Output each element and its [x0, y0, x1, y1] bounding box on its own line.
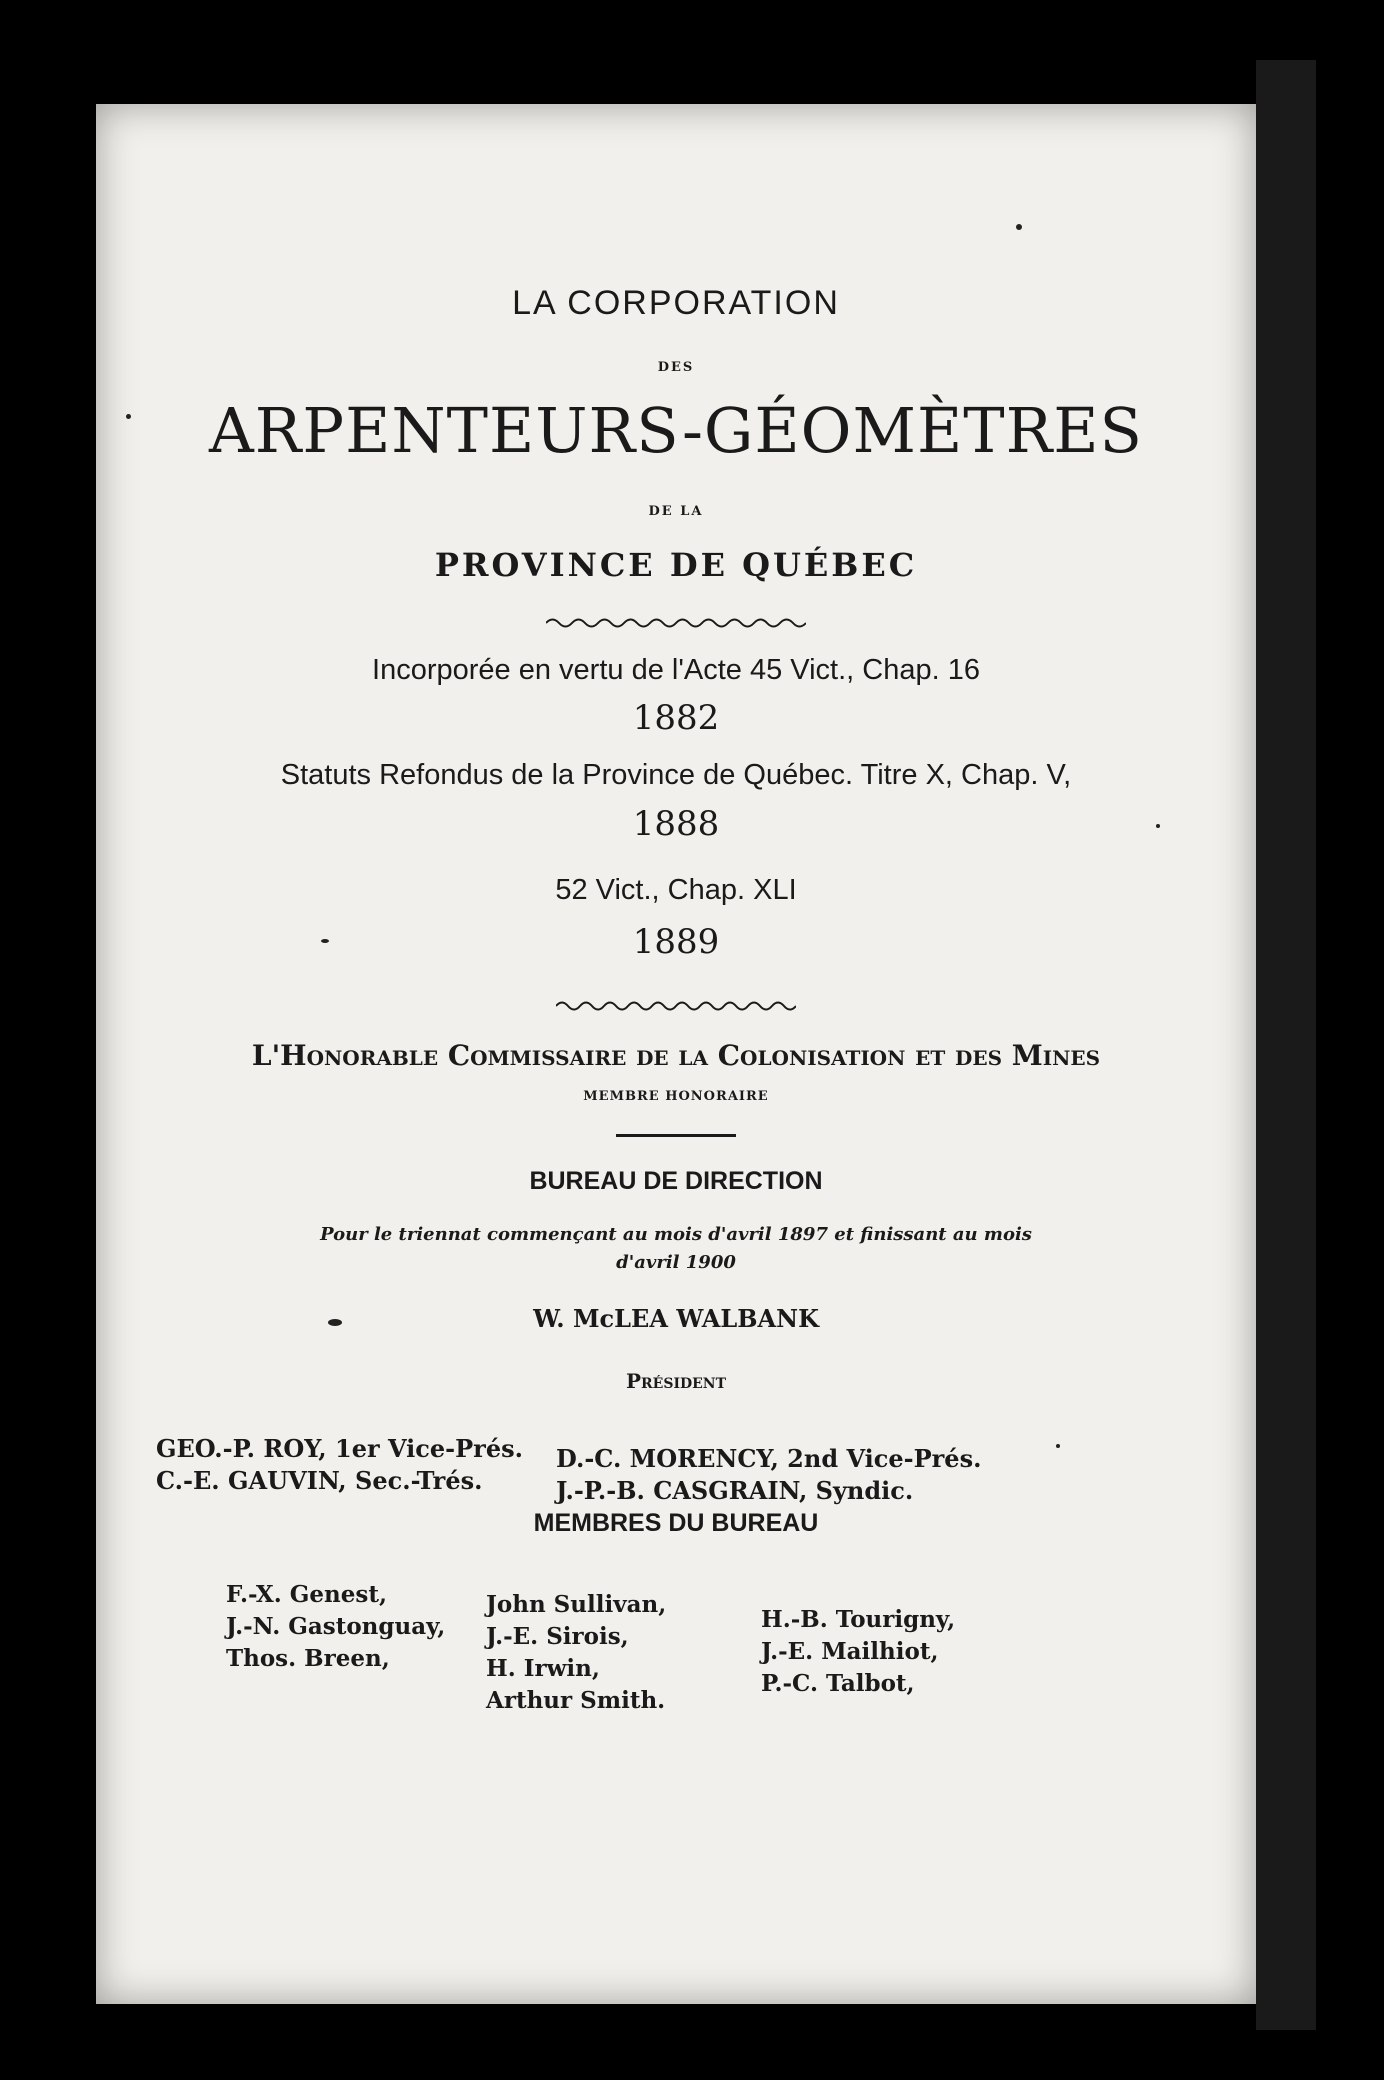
act-3-year: 1889 — [632, 922, 720, 962]
members-column-3 — [761, 1604, 955, 1700]
members-column-2 — [486, 1589, 666, 1717]
ink-speck — [1016, 224, 1022, 230]
dark-border-band — [1256, 60, 1316, 2030]
document-page — [96, 104, 1256, 2004]
officer-secretary: C.-E. GAUVIN, Sec.-Trés. — [156, 1466, 483, 1495]
ink-speck — [321, 939, 329, 943]
member-name: J.-E. Mailhiot, — [761, 1638, 939, 1665]
member-name: H.-B. Tourigny, — [761, 1606, 956, 1633]
member-name: P.-C. Talbot, — [761, 1670, 915, 1697]
member-name: Thos. Breen, — [226, 1645, 390, 1672]
ink-speck — [1056, 1444, 1060, 1448]
honorary-title: L'Honorable Commissaire de la Colonisation et des Mines — [251, 1039, 1101, 1072]
members-column-1 — [226, 1579, 445, 1675]
officer-second-vp: D.-C. MORENCY, 2nd Vice-Prés. — [556, 1444, 982, 1473]
act-1-text: Incorporée en vertu de l'Acte 45 Vict., Chap. 16 — [372, 654, 980, 686]
president-name: W. McLEA WALBANK — [533, 1304, 819, 1333]
member-name: John Sullivan, — [486, 1591, 667, 1618]
title-province: PROVINCE DE QUÉBEC — [434, 546, 918, 584]
bureau-heading: BUREAU DE DIRECTION — [529, 1167, 823, 1195]
title-des: DES — [657, 360, 695, 375]
act-1-year: 1882 — [632, 698, 720, 738]
title-de-la: DE LA — [648, 504, 704, 519]
section-rule — [616, 1134, 736, 1137]
member-name: Arthur Smith. — [486, 1687, 666, 1714]
ink-speck — [328, 1319, 342, 1326]
act-3-text: 52 Vict., Chap. XLI — [555, 874, 797, 906]
member-name: H. Irwin, — [486, 1655, 600, 1682]
term-line-2: d'avril 1900 — [616, 1252, 736, 1273]
officer-first-vp: GEO.-P. ROY, 1er Vice-Prés. — [156, 1434, 523, 1463]
honorary-role: MEMBRE HONORAIRE — [583, 1089, 769, 1104]
president-title: Président — [625, 1369, 727, 1393]
members-heading: MEMBRES DU BUREAU — [533, 1509, 819, 1537]
wavy-divider-2 — [556, 999, 796, 1013]
officer-syndic: J.-P.-B. CASGRAIN, Syndic. — [556, 1476, 914, 1505]
act-2-text: Statuts Refondus de la Province de Québec. Titre X, Chap. V, — [280, 759, 1072, 791]
ink-speck — [1156, 824, 1160, 828]
member-name: J.-N. Gastonguay, — [226, 1613, 446, 1640]
ink-speck — [126, 414, 131, 419]
title-corporation: LA CORPORATION — [512, 284, 840, 322]
term-line-1: Pour le triennat commençant au mois d'avril 1897 et finissant au mois — [320, 1224, 1032, 1245]
wavy-divider-1 — [546, 616, 806, 630]
act-2-year: 1888 — [632, 804, 720, 844]
title-main: ARPENTEURS-GÉOMÈTRES — [208, 394, 1144, 467]
member-name: F.-X. Genest, — [226, 1581, 387, 1608]
member-name: J.-E. Sirois, — [486, 1623, 629, 1650]
